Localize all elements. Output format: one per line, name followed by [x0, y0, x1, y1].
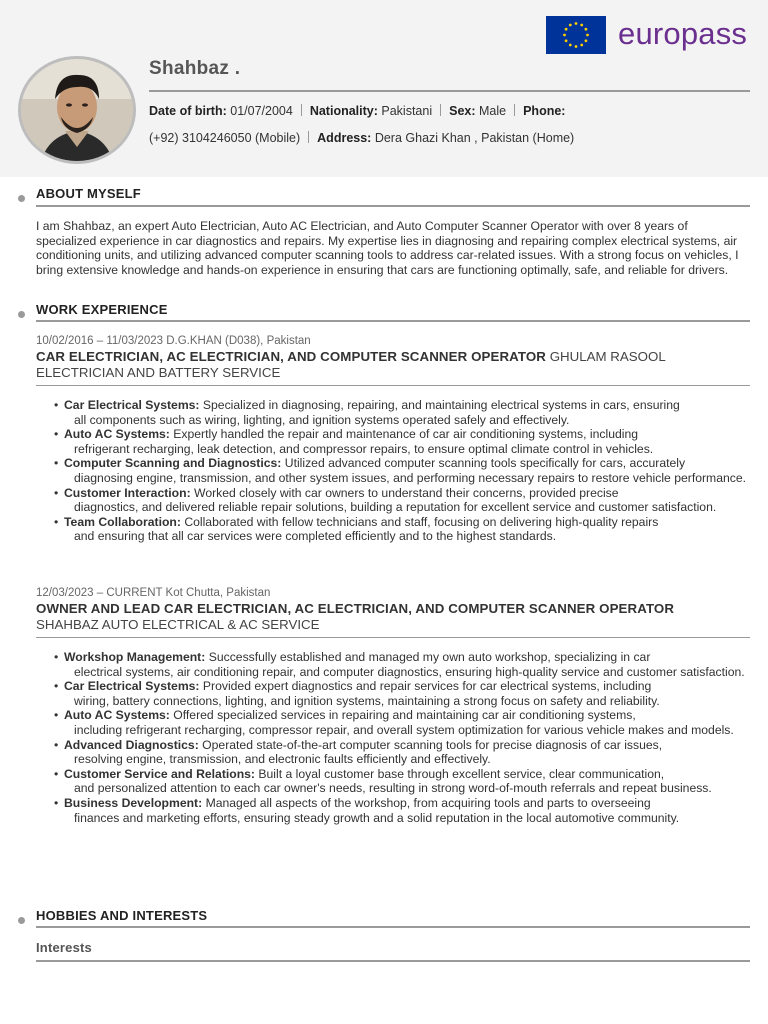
list-item	[54, 486, 754, 515]
duty-text: Specialized in diagnosing, repairing, and maintaining electrical systems in cars, ensuring	[202, 398, 680, 412]
duty-text-continued: all components such as wiring, lighting, and ignition systems operated safely and effectively.	[74, 412, 570, 427]
separator	[440, 104, 441, 116]
about-text: I am Shahbaz, an expert Auto Electrician, Auto AC Electrician, and Auto Computer Scanner Operator with over 8 years of specialized experience in car diagnostics and repairs. My expertise lies in diagnosing and repairing complex electrical systems, air conditioning units, and utilizing advanced computer scanning tools to address car-related issues. With a strong focus on vehicles, I bring extensive knowledge and hands-on experience in ensuring that cars are functioning optimally, safe, and reliable for drivers.	[36, 219, 739, 277]
job-2-date-location: 12/03/2023 – CURRENT Kot Chutta, Pakistan	[36, 587, 271, 599]
phone-value: (+92) 3104246050 (Mobile)	[149, 131, 301, 145]
job-1-divider	[36, 385, 750, 386]
duty-text: Built a loyal customer base through excellent service, clear communication,	[258, 766, 665, 781]
duty-heading: Customer Service and Relations:	[64, 766, 255, 781]
dob-value: 01/07/2004	[230, 104, 293, 118]
duty-text-continued: diagnosing engine, transmission, and other system issues, and performing necessary repairs to restore vehicle performance.	[74, 470, 747, 485]
job-2-title	[36, 601, 750, 634]
list-item	[54, 767, 754, 796]
hobbies-section-divider	[36, 926, 750, 928]
duty-heading: Car Electrical Systems:	[64, 398, 200, 412]
nationality-value: Pakistani	[381, 104, 433, 118]
personal-info-line-2	[149, 131, 574, 145]
duty-text-continued: including refrigerant recharging, compressor repair, and overall system optimization for various vehicle makes and models.	[74, 722, 734, 737]
duty-text: Provided expert diagnostics and repair services for car electrical systems, including	[202, 679, 652, 694]
job-2-role: OWNER AND LEAD CAR ELECTRICIAN, AC ELECTRICIAN, AND COMPUTER SCANNER OPERATOR	[36, 601, 675, 616]
interests-subheading: Interests	[36, 940, 92, 955]
address-value: Dera Ghazi Khan , Pakistan (Home)	[374, 131, 575, 145]
job-1-role: CAR ELECTRICIAN, AC ELECTRICIAN, AND COMPUTER SCANNER OPERATOR	[36, 349, 547, 364]
candidate-name: Shahbaz .	[149, 58, 241, 79]
section-bullet-icon	[18, 195, 25, 202]
job-2-divider	[36, 637, 750, 638]
job-1-title	[36, 349, 750, 382]
duty-heading: Workshop Management:	[64, 650, 206, 664]
duty-text: Operated state-of-the-art computer scanning tools for precise diagnosis of car issues,	[202, 737, 663, 752]
list-item	[54, 650, 754, 679]
about-section-title: ABOUT MYSELF	[36, 186, 141, 201]
duty-text-continued: and personalized attention to each car owner's needs, resulting in strong word-of-mouth referrals and repeat business.	[74, 781, 712, 796]
duty-heading: Car Electrical Systems:	[64, 679, 200, 694]
work-section-title: WORK EXPERIENCE	[36, 302, 168, 317]
about-section-divider	[36, 205, 750, 207]
list-item	[54, 398, 754, 427]
dob-label: Date of birth:	[149, 104, 227, 118]
europass-logo	[546, 16, 756, 54]
nationality-label: Nationality:	[309, 104, 378, 118]
job-1-employer: GHULAM RASOOL ELECTRICIAN AND BATTERY SERVICE	[36, 349, 666, 381]
address-label: Address:	[317, 131, 372, 145]
duty-heading: Customer Interaction:	[64, 485, 191, 500]
duty-text: Worked closely with car owners to understand their concerns, provided precise	[194, 485, 619, 500]
duty-heading: Auto AC Systems:	[64, 427, 170, 442]
separator	[514, 104, 515, 116]
duty-text-continued: finances and marketing efforts, ensuring steady growth and a solid reputation in the local automotive community.	[74, 810, 680, 825]
list-item	[54, 708, 754, 737]
list-item	[54, 679, 754, 708]
duty-text-continued: electrical systems, air conditioning repair, and computer diagnostics, ensuring high-quality service and customer satisfaction.	[74, 664, 745, 679]
work-section-divider	[36, 320, 750, 322]
separator	[301, 104, 302, 116]
list-item	[54, 515, 754, 544]
sex-value: Male	[479, 104, 507, 118]
section-bullet-icon	[18, 917, 25, 924]
duty-text: Offered specialized services in repairing and maintaining car air conditioning systems,	[173, 708, 636, 723]
job-2-employer: SHAHBAZ AUTO ELECTRICAL & AC SERVICE	[36, 617, 320, 633]
job-1-duties	[54, 398, 754, 544]
profile-photo	[18, 56, 136, 164]
hobbies-section-title: HOBBIES AND INTERESTS	[36, 908, 208, 923]
separator	[308, 131, 309, 143]
personal-info-line-1	[149, 104, 565, 118]
phone-label: Phone:	[523, 104, 566, 118]
duty-heading: Computer Scanning and Diagnostics:	[64, 456, 282, 471]
list-item	[54, 796, 754, 825]
interests-divider	[36, 960, 750, 962]
europass-wordmark: europass	[618, 16, 748, 51]
duty-heading: Team Collaboration:	[64, 514, 181, 529]
job-1-date-location: 10/02/2016 – 11/03/2023 D.G.KHAN (D038), Pakistan	[36, 335, 311, 347]
list-item	[54, 738, 754, 767]
duty-text: Utilized advanced computer scanning tools specifically for cars, accurately	[284, 456, 686, 471]
name-divider	[149, 90, 750, 92]
duty-text: Successfully established and managed my own auto workshop, specializing in car	[208, 650, 651, 664]
list-item	[54, 456, 754, 485]
duty-text-continued: resolving engine, transmission, and electronic faults efficiently and effectively.	[74, 752, 491, 767]
eu-flag-icon	[546, 16, 606, 54]
sex-label: Sex:	[449, 104, 476, 118]
duty-text-continued: wiring, battery connections, lighting, and ignition systems, maintaining a strong focus on safety and reliability.	[74, 693, 660, 708]
duty-text-continued: refrigerant recharging, leak detection, and compressor repairs, to ensure optimal climate control in vehicles.	[74, 441, 654, 456]
duty-heading: Advanced Diagnostics:	[64, 737, 199, 752]
duty-heading: Business Development:	[64, 795, 203, 810]
list-item	[54, 427, 754, 456]
section-bullet-icon	[18, 311, 25, 318]
duty-text: Expertly handled the repair and maintenance of car air conditioning systems, including	[173, 427, 639, 442]
duty-text-continued: and ensuring that all car services were completed efficiently and to the highest standards.	[74, 529, 557, 544]
duty-text: Managed all aspects of the workshop, from acquiring tools and parts to overseeing	[205, 795, 651, 810]
duty-text: Collaborated with fellow technicians and staff, focusing on delivering high-quality repairs	[184, 514, 659, 529]
duty-heading: Auto AC Systems:	[64, 708, 170, 723]
job-2-duties	[54, 650, 754, 825]
duty-text-continued: diagnostics, and delivered reliable repair solutions, building a reputation for excellent service and customer satisfaction.	[74, 500, 717, 515]
